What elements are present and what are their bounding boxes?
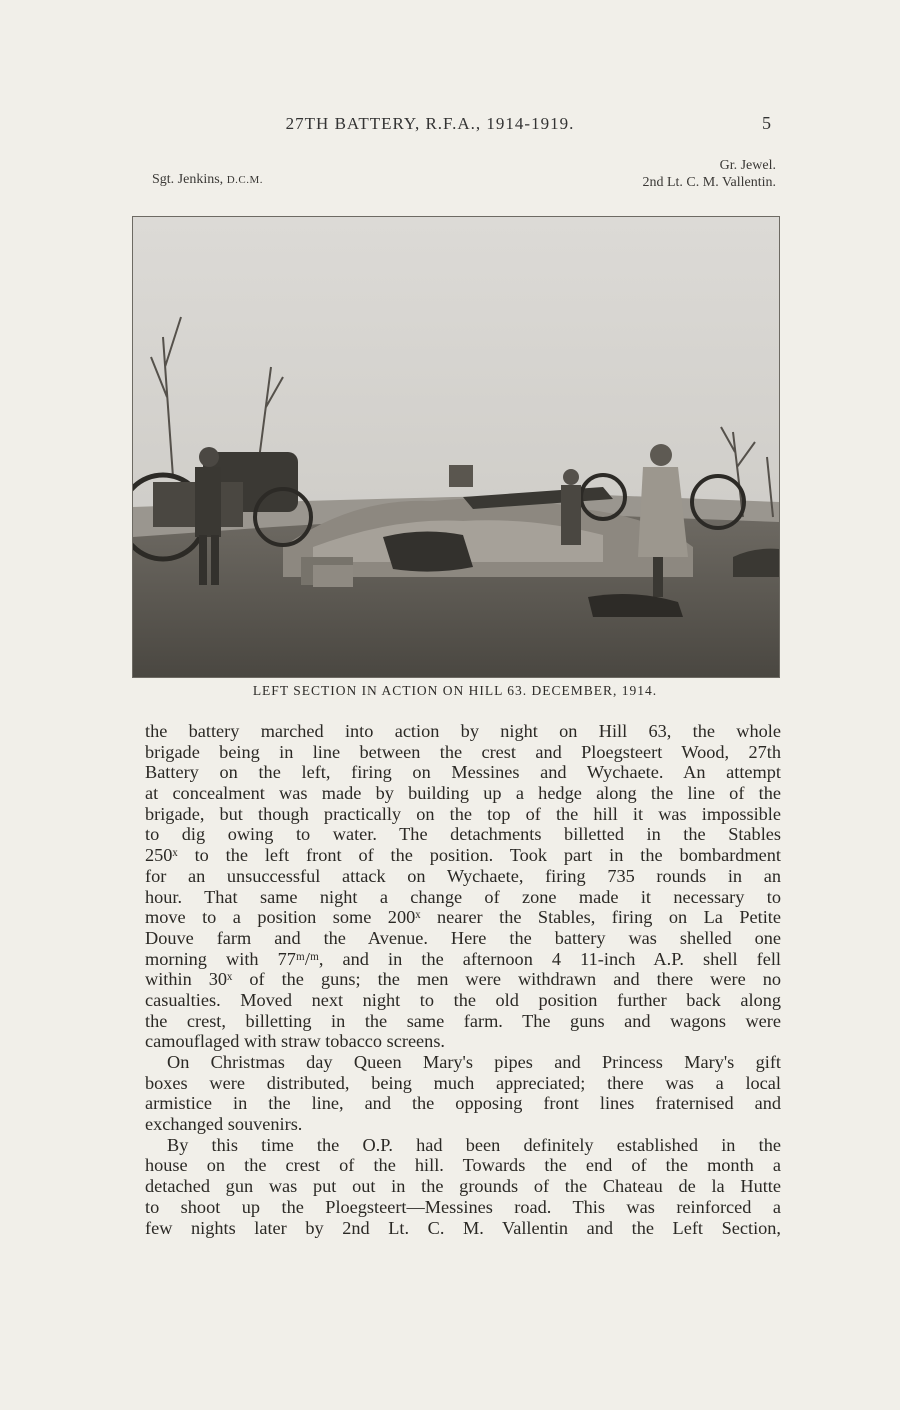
photo-label-left-honour: D.C.M. — [226, 174, 263, 186]
battery-photograph-image — [133, 217, 779, 677]
photo-label-left — [152, 172, 263, 188]
battery-photograph — [132, 216, 780, 678]
photo-label-left-name: Sgt. Jenkins, — [152, 172, 224, 187]
text-line: hour. That same night a change of zone made it necessary to — [145, 886, 781, 907]
text-line: house on the crest of the hill. Towards the end of the month a — [145, 1155, 781, 1176]
photo-label-right-line-2: 2nd Lt. C. M. Vallentin. — [642, 175, 776, 190]
text-line: at concealment was made by building up a hedge along the line of the — [145, 783, 781, 804]
text-line: casualties. Moved next night to the old position further back along — [145, 989, 781, 1010]
text-line: 250ˣ to the left front of the position. Took part in the bombardment — [145, 845, 781, 866]
text-line: Douve farm and the Avenue. Here the battery was shelled one — [145, 927, 781, 948]
text-line: to shoot up the Ploegsteert—Messines road. This was reinforced a — [145, 1196, 781, 1217]
text-line: detached gun was put out in the grounds of the Chateau de la Hutte — [145, 1176, 781, 1197]
text-line: brigade, but though practically on the top of the hill it was impossible — [145, 803, 781, 824]
text-line: boxes were distributed, being much appreciated; there was a local — [145, 1072, 781, 1093]
text-line: camouflaged with straw tobacco screens. — [145, 1031, 445, 1052]
text-line: move to a position some 200ˣ nearer the Stables, firing on La Petite — [145, 907, 781, 928]
running-title: 27TH BATTERY, R.F.A., 1914-1919. — [285, 114, 575, 133]
photo-label-right-line-1: Gr. Jewel. — [719, 158, 776, 173]
text-line: the battery marched into action by night on Hill 63, the whole — [145, 721, 781, 741]
text-line: On Christmas day Queen Mary's pipes and Princess Mary's gift — [167, 1052, 781, 1072]
text-line: the crest, billetting in the same farm. The guns and wagons were — [145, 1010, 781, 1031]
text-line: exchanged souvenirs. — [145, 1114, 303, 1135]
text-line: for an unsuccessful attack on Wychaete, firing 735 rounds in an — [145, 865, 781, 886]
text-line: Battery on the left, firing on Messines and Wychaete. An attempt — [145, 762, 781, 783]
figure-caption: LEFT SECTION IN ACTION ON HILL 63. DECEMBER, 1914. — [252, 683, 658, 698]
text-line: brigade being in line between the crest and Ploegsteert Wood, 27th — [145, 741, 781, 762]
page-number: 5 — [762, 113, 771, 133]
text-line: few nights later by 2nd Lt. C. M. Vallentin and the Left Section, — [145, 1217, 781, 1238]
text-line: within 30ˣ of the guns; the men were withdrawn and there were no — [145, 969, 781, 990]
photo-label-right — [520, 157, 776, 191]
text-line: armistice in the line, and the opposing front lines fraternised and — [145, 1093, 781, 1114]
text-line: morning with 77ᵐ/ᵐ, and in the afternoon 4 11-inch A.P. shell fell — [145, 948, 781, 969]
text-line: to dig owing to water. The detachments billetted in the Stables — [145, 824, 781, 845]
body-text — [145, 721, 781, 1238]
text-line: By this time the O.P. had been definitely established in the — [167, 1134, 781, 1155]
